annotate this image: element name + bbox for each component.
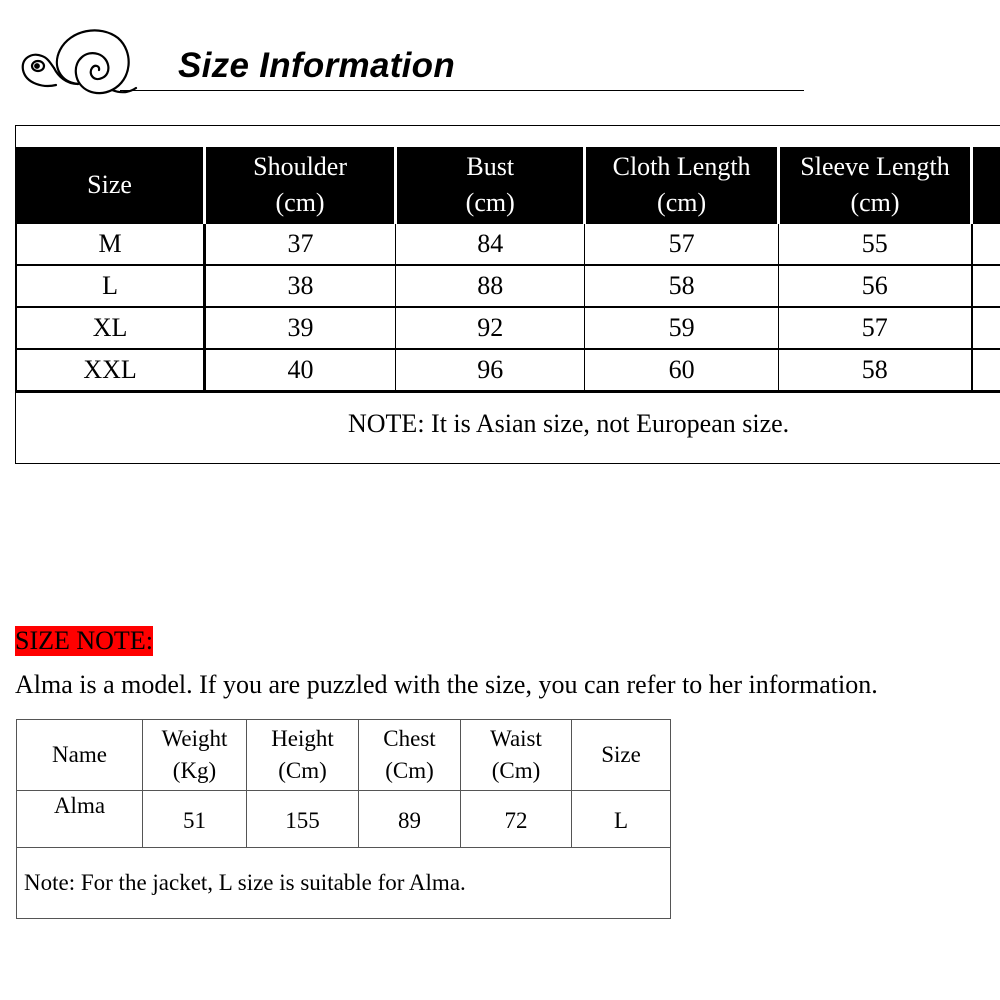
cut-off-cell — [972, 265, 1000, 307]
cloth-length-cell: 58 — [585, 265, 778, 307]
model-table — [16, 719, 671, 919]
size-cell: XXL — [16, 349, 205, 392]
column-header-size: Size — [16, 147, 205, 223]
cloth-length-cell: 59 — [585, 307, 778, 349]
table-row — [16, 265, 1000, 307]
sleeve-length-cell: 58 — [778, 349, 972, 392]
bust-cell: 96 — [396, 349, 585, 392]
asian-size-note: NOTE: It is Asian size, not European size. — [348, 409, 790, 438]
size-cell: XL — [16, 307, 205, 349]
size-note-label: SIZE NOTE: — [15, 626, 153, 655]
cloth-length-cell: 57 — [585, 223, 778, 265]
size-cell: M — [16, 223, 205, 265]
model-intro-text: Alma is a model. If you are puzzled with the size, you can refer to her information. — [15, 670, 878, 699]
model-name-cell: Alma — [17, 791, 143, 848]
cut-off-cell — [972, 307, 1000, 349]
column-header-chest: Chest (Cm) — [359, 720, 461, 791]
title-underline — [120, 90, 804, 91]
cut-off-cell — [972, 349, 1000, 392]
column-header-cloth-length: Cloth Length (cm) — [585, 147, 778, 223]
model-size-cell: L — [572, 791, 671, 848]
chest-cell: 89 — [359, 791, 461, 848]
table-row — [16, 349, 1000, 392]
sleeve-length-cell: 55 — [778, 223, 972, 265]
bust-cell: 88 — [396, 265, 585, 307]
table-row — [16, 307, 1000, 349]
column-header-height: Height (Cm) — [247, 720, 359, 791]
page-title: Size Information — [178, 46, 456, 85]
column-header-waist: Waist (Cm) — [461, 720, 572, 791]
bust-cell: 84 — [396, 223, 585, 265]
column-header-bust: Bust (cm) — [396, 147, 585, 223]
model-note-row — [17, 848, 671, 919]
shoulder-cell: 37 — [205, 223, 396, 265]
model-note: Note: For the jacket, L size is suitable for Alma. — [17, 848, 671, 919]
model-table-header-row — [17, 720, 671, 791]
column-header-model-size: Size — [572, 720, 671, 791]
snail-icon — [18, 18, 138, 108]
sleeve-length-cell: 57 — [778, 307, 972, 349]
cut-off-cell — [972, 223, 1000, 265]
sleeve-length-cell: 56 — [778, 265, 972, 307]
table-row — [16, 223, 1000, 265]
column-header-weight: Weight (Kg) — [143, 720, 247, 791]
height-cell: 155 — [247, 791, 359, 848]
size-table-header-row — [16, 147, 1000, 223]
table-row — [17, 791, 671, 848]
column-header-cut-off — [972, 147, 1000, 223]
column-header-shoulder: Shoulder (cm) — [205, 147, 396, 223]
column-header-sleeve-length: Sleeve Length (cm) — [778, 147, 972, 223]
column-header-name: Name — [17, 720, 143, 791]
cloth-length-cell: 60 — [585, 349, 778, 392]
shoulder-cell: 39 — [205, 307, 396, 349]
waist-cell: 72 — [461, 791, 572, 848]
size-table — [15, 147, 1000, 393]
shoulder-cell: 40 — [205, 349, 396, 392]
bust-cell: 92 — [396, 307, 585, 349]
shoulder-cell: 38 — [205, 265, 396, 307]
size-cell: L — [16, 265, 205, 307]
weight-cell: 51 — [143, 791, 247, 848]
